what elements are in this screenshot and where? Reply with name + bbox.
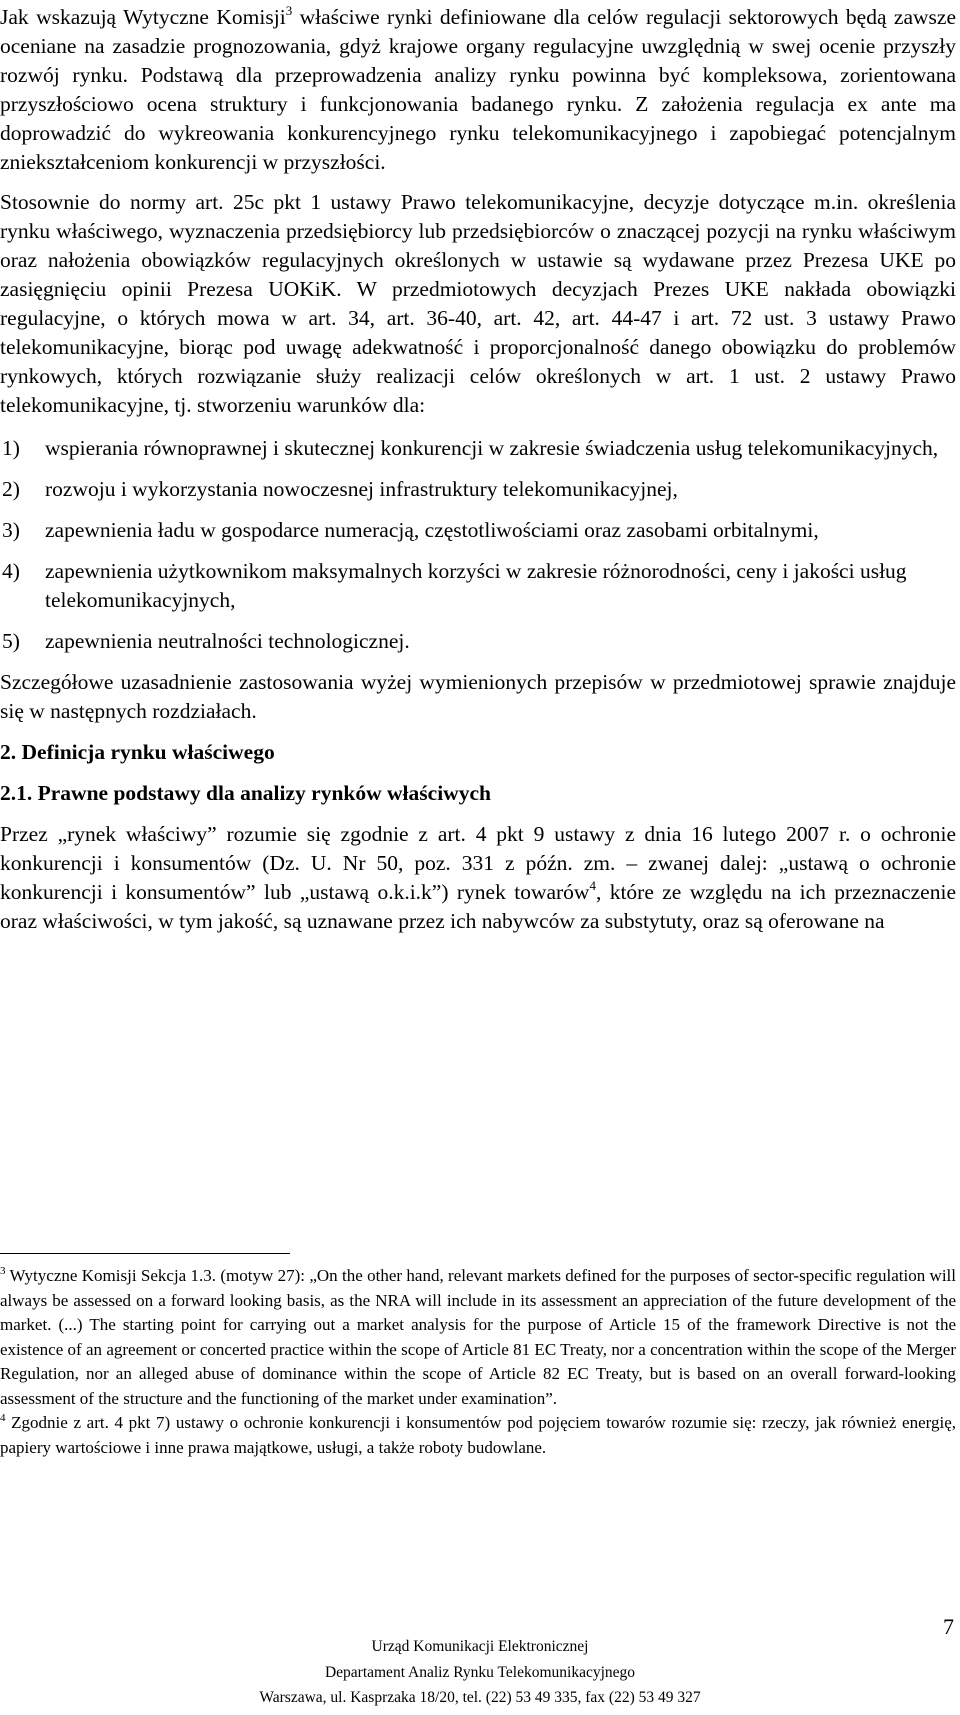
list-item <box>0 475 956 504</box>
list-text: zapewnienia neutralności technologicznej. <box>45 629 410 653</box>
list-number: 5) <box>2 629 20 653</box>
list-item <box>0 627 956 656</box>
list-text: zapewnienia ładu w gospodarce numeracją, częstotliwościami oraz zasobami orbitalnymi, <box>45 518 819 542</box>
footnotes <box>0 1264 956 1460</box>
body-text <box>0 3 956 936</box>
footnote-ref-4: 4 <box>589 878 596 893</box>
paragraph-justification: Szczegółowe uzasadnienie zastosowania wyżej wymienionych przepisów w przedmiotowej sprawie znajduje się w następnych rozdziałach. <box>0 670 956 723</box>
footer-department: Departament Analiz Rynku Telekomunikacyjnego <box>324 1663 636 1681</box>
section-heading: 2. Definicja rynku właściwego <box>0 740 275 764</box>
list-number: 2) <box>2 477 20 501</box>
paragraph-text: Przez „rynek właściwy” rozumie się zgodnie z art. 4 pkt 9 ustawy z dnia 16 lutego 2007 r. o ochronie konkurencji i konsumentów (Dz. U. Nr 50, poz. 331 z późn. zm. – zwanej dalej: „ustawą o ochronie konkurencji i konsumentów” lub „ustawą o.k.i.k”) rynek towarów <box>0 822 956 904</box>
page-number: 7 <box>943 1614 954 1639</box>
footnote-number: 4 <box>0 1412 6 1424</box>
paragraph-text: właściwe rynki definiowane dla celów regulacji sektorowych będą zawsze oceniane na zasadzie prognozowania, gdyż krajowe organy regulacyjne uwzględnią w swej ocenie przyszły rozwój rynku. Podstawą dla przeprowadzenia analizy rynku powinna być kompleksowa, zorientowana przyszłościowo ocena struktury i funkcjonowania badanego rynku. Z założenia regulacja ex ante ma doprowadzić do wykreowania konkurencyjnego rynku telekomunikacyjnego i zapobiegać potencjalnym zniekształceniom konkurencji w przyszłości. <box>0 5 956 174</box>
objectives-list <box>0 434 956 656</box>
page-footer <box>0 1634 960 1711</box>
footnote-text: Wytyczne Komisji Sekcja 1.3. (motyw 27): „On the other hand, relevant markets defined for the purposes of sector-specific regulation will always be assessed on a forward looking basis, as the NRA will include in its assessment an appreciation of the future development of the market. (...) The starting point for carrying out a market analysis for the purpose of Article 15 of the framework Directive is not the existence of an agreement or concerted practice within the scope of Article 81 EC Treaty, nor a concentration within the scope of the Merger Regulation, nor an alleged abuse of dominance within the scope of Article 82 EC Treaty, but is based on an overall forward-looking assessment of the structure and the functioning of the market under examination”. <box>0 1266 956 1408</box>
list-item <box>0 516 956 545</box>
footnote-3 <box>0 1264 956 1411</box>
paragraph-market-definition <box>0 820 956 936</box>
footnote-text: Zgodnie z art. 4 pkt 7) ustawy o ochronie konkurencji i konsumentów pod pojęciem towarów rozumie się: rzeczy, jak również energię, papiery wartościowe i inne prawa majątkowe, usługi, a także roboty budowlane. <box>0 1413 956 1457</box>
footnote-number: 3 <box>0 1265 6 1277</box>
footnote-4 <box>0 1411 956 1460</box>
list-number: 4) <box>2 559 20 583</box>
subsection-heading: 2.1. Prawne podstawy dla analizy rynków właściwych <box>0 781 491 805</box>
list-text: wspierania równoprawnej i skutecznej konkurencji w zakresie świadczenia usług telekomunikacyjnych, <box>45 436 939 460</box>
list-number: 1) <box>2 436 20 460</box>
footnote-separator <box>0 1253 290 1254</box>
paragraph-text: Jak wskazują Wytyczne Komisji <box>0 5 286 29</box>
list-item <box>0 557 956 615</box>
list-number: 3) <box>2 518 20 542</box>
paragraph-legal-basis: Stosownie do normy art. 25c pkt 1 ustawy Prawo telekomunikacyjne, decyzje dotyczące m.in. określenia rynku właściwego, wyznaczenia przedsiębiorcy lub przedsiębiorców o znaczącej pozycji na rynku właściwym oraz nałożenia obowiązków regulacyjnych określonych w ustawie są wydawane przez Prezesa UKE po zasięgnięciu opinii Prezesa UOKiK. W przedmiotowych decyzjach Prezes UKE nakłada obowiązki regulacyjne, o których mowa w art. 34, art. 36-40, art. 42, art. 44-47 i art. 72 ust. 3 ustawy Prawo telekomunikacyjne, biorąc pod uwagę adekwatność i proporcjonalność danego obowiązku do problemów rynkowych, których rozwiązanie służy realizacji celów określonych w art. 1 ust. 2 ustawy Prawo telekomunikacyjne, tj. stworzeniu warunków dla: <box>0 190 956 417</box>
footer-address: Warszawa, ul. Kasprzaka 18/20, tel. (22) 53 49 335, fax (22) 53 49 327 <box>259 1689 701 1706</box>
list-text: zapewnienia użytkownikom maksymalnych korzyści w zakresie różnorodności, ceny i jakości usług telekomunikacyjnych, <box>45 559 907 612</box>
footnote-ref-3: 3 <box>285 3 293 18</box>
list-item <box>0 434 956 463</box>
list-text: rozwoju i wykorzystania nowoczesnej infrastruktury telekomunikacyjnej, <box>45 477 678 501</box>
paragraph-guidelines <box>0 3 956 177</box>
footer-office: Urząd Komunikacji Elektronicznej <box>371 1638 589 1655</box>
paragraph-text: , które ze względu na ich przeznaczenie oraz właściwości, w tym jakość, są uznawane przez ich nabywców za substytuty, oraz są oferowane na <box>0 880 956 933</box>
